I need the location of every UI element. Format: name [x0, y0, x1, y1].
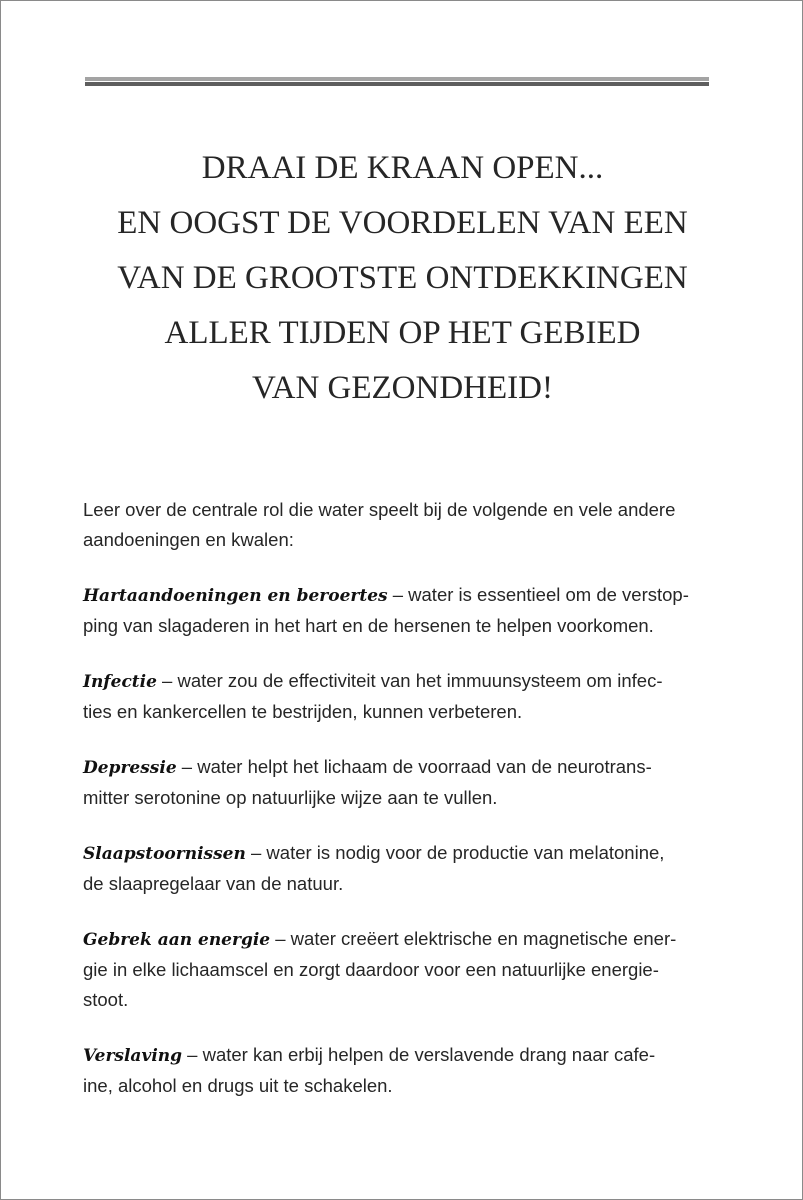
condition-text: – water helpt het lichaam de voorraad van de neurotrans-: [176, 756, 652, 777]
condition-line: de slaapregelaar van de natuur.: [83, 873, 344, 894]
condition-line: ine, alcohol en drugs uit te schakelen.: [83, 1075, 393, 1096]
intro-line: Leer over de centrale rol die water speelt bij de volgende en vele andere: [83, 499, 676, 520]
condition-line: stoot.: [83, 989, 129, 1010]
heading-line: DRAAI DE KRAAN OPEN...: [201, 150, 604, 186]
condition-infection: [83, 666, 723, 727]
page-heading: [1, 141, 803, 416]
intro-line: aandoeningen en kwalen:: [83, 529, 294, 550]
condition-first-line: [83, 838, 723, 869]
condition-term: Depressie: [83, 758, 177, 778]
top-rule-dark: [85, 82, 709, 86]
heading-line: EN OOGST DE VOORDELEN VAN EEN: [117, 205, 688, 241]
condition-line: mitter serotonine op natuurlijke wijze aan te vullen.: [83, 787, 498, 808]
condition-first-line: [83, 580, 723, 611]
condition-first-line: [83, 752, 723, 783]
body-text: [83, 495, 723, 1126]
condition-term: Infectie: [83, 672, 157, 692]
condition-depression: [83, 752, 723, 813]
condition-text: – water is essentieel om de verstop-: [387, 584, 689, 605]
heading-line: VAN DE GROOTSTE ONTDEKKINGEN: [117, 260, 688, 296]
condition-text: – water zou de effectiviteit van het immuunsysteem om infec-: [156, 670, 663, 691]
condition-text: – water creëert elektrische en magnetische ener-: [270, 928, 677, 949]
condition-term: Gebrek aan energie: [83, 930, 271, 950]
condition-term: Verslaving: [83, 1046, 183, 1066]
condition-text: – water is nodig voor de productie van melatonine,: [245, 842, 665, 863]
condition-first-line: [83, 666, 723, 697]
heading-line: ALLER TIJDEN OP HET GEBIED: [164, 315, 641, 351]
condition-text: – water kan erbij helpen de verslavende drang naar cafe-: [182, 1044, 656, 1065]
condition-term: Slaapstoornissen: [83, 844, 246, 864]
top-rule-light: [85, 77, 709, 81]
condition-sleep: [83, 838, 723, 899]
condition-term: Hartaandoeningen en beroertes: [83, 586, 388, 606]
condition-energy: [83, 924, 723, 1015]
condition-first-line: [83, 924, 723, 955]
condition-addiction: [83, 1040, 723, 1101]
condition-heart: [83, 580, 723, 641]
intro-paragraph: [83, 495, 723, 555]
heading-line: VAN GEZONDHEID!: [252, 370, 553, 406]
condition-line: gie in elke lichaamscel en zorgt daardoor voor een natuurlijke energie-: [83, 959, 659, 980]
condition-line: ping van slagaderen in het hart en de hersenen te helpen voorkomen.: [83, 615, 654, 636]
condition-first-line: [83, 1040, 723, 1071]
condition-line: ties en kankercellen te bestrijden, kunnen verbeteren.: [83, 701, 523, 722]
